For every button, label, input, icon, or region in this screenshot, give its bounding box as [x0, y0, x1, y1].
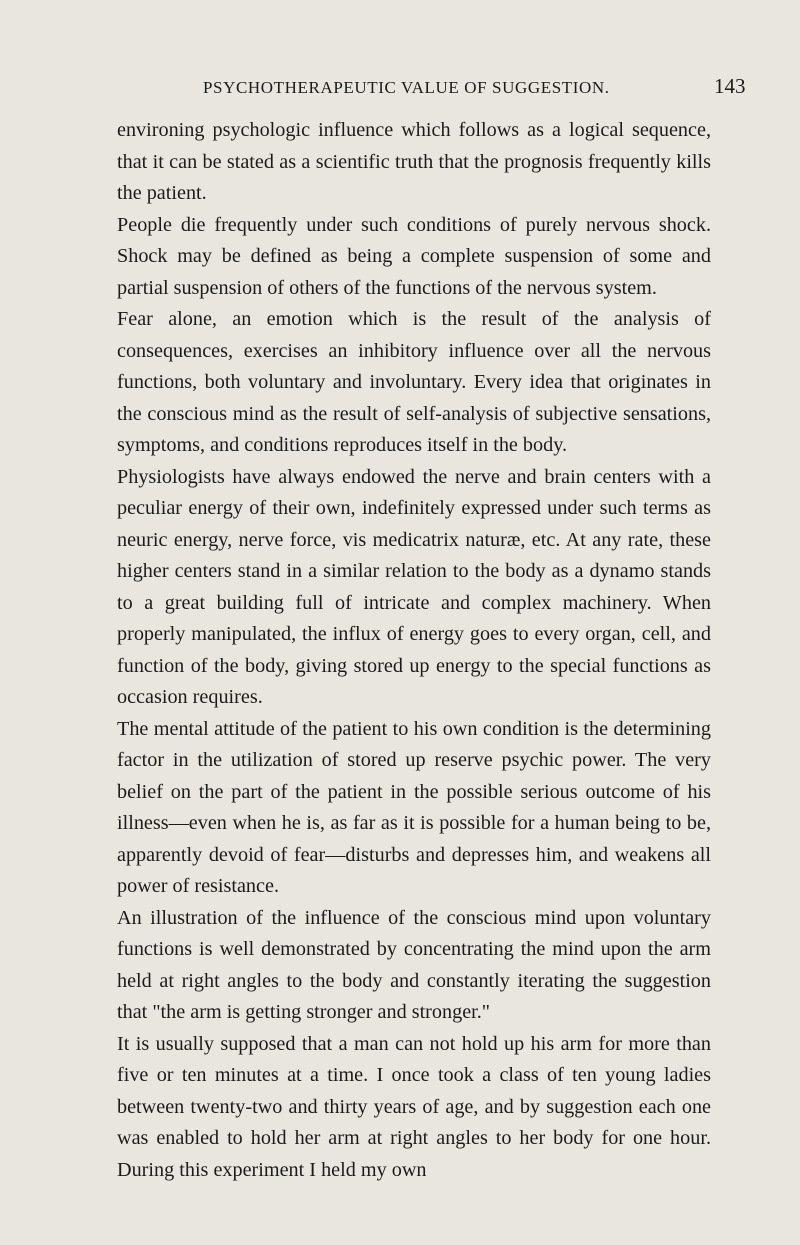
- paragraph: It is usually supposed that a man can not hold up his arm for more than five or ten minutes at a time. I once took a class of ten young ladies between twenty-two and thirty years of age, and by suggestion each one was enabled to hold her arm at right angles to her body for one hour. During this experiment I held my own: [117, 1032, 711, 1181]
- paragraph: People die frequently under such conditions of purely nervous shock. Shock may be defined as being a complete suspension of some and partial suspension of others of the functions of the nervous system.: [117, 213, 711, 299]
- paragraph: An illustration of the influence of the conscious mind upon voluntary functions is well demonstrated by concentrating the mind upon the arm held at right angles to the body and constantly iterating the suggestion that "the arm is getting stronger and stronger.": [117, 906, 711, 1023]
- paragraph: Fear alone, an emotion which is the result of the analysis of consequences, exercises an inhibitory influence over all the nervous functions, both voluntary and involuntary. Every idea that originates in the conscious mind as the result of self-analysis of subjective sensations, symptoms, and conditions reproduces itself in the body.: [117, 308, 711, 456]
- paragraph: The mental attitude of the patient to his own condition is the determining factor in the utilization of stored up reserve psychic power. The very belief on the part of the patient in the possible serious outcome of his illness—even when he is, as far as it is possible for a human being to be, apparently devoid of fear—disturbs and depresses him, and weakens all power of resistance.: [117, 717, 711, 897]
- running-title: PSYCHOTHERAPEUTIC VALUE OF SUGGESTION.: [203, 78, 610, 97]
- page-number: 143: [714, 74, 746, 98]
- paragraph: environing psychologic influence which follows as a logical sequence, that it can be stated as a scientific truth that the prognosis frequently kills the patient.: [117, 119, 711, 204]
- paragraph: Physiologists have always endowed the nerve and brain centers with a peculiar energy of their own, indefinitely expressed under such terms as neuric energy, nerve force, vis medicatrix naturæ, etc. At any rate, these higher centers stand in a similar relation to the body as a dynamo stands to a great building full of intricate and complex machinery. When properly manipulated, the influx of energy goes to every organ, cell, and function of the body, giving stored up energy to the special functions as occasion requires.: [117, 465, 711, 708]
- body-text: [117, 115, 711, 1186]
